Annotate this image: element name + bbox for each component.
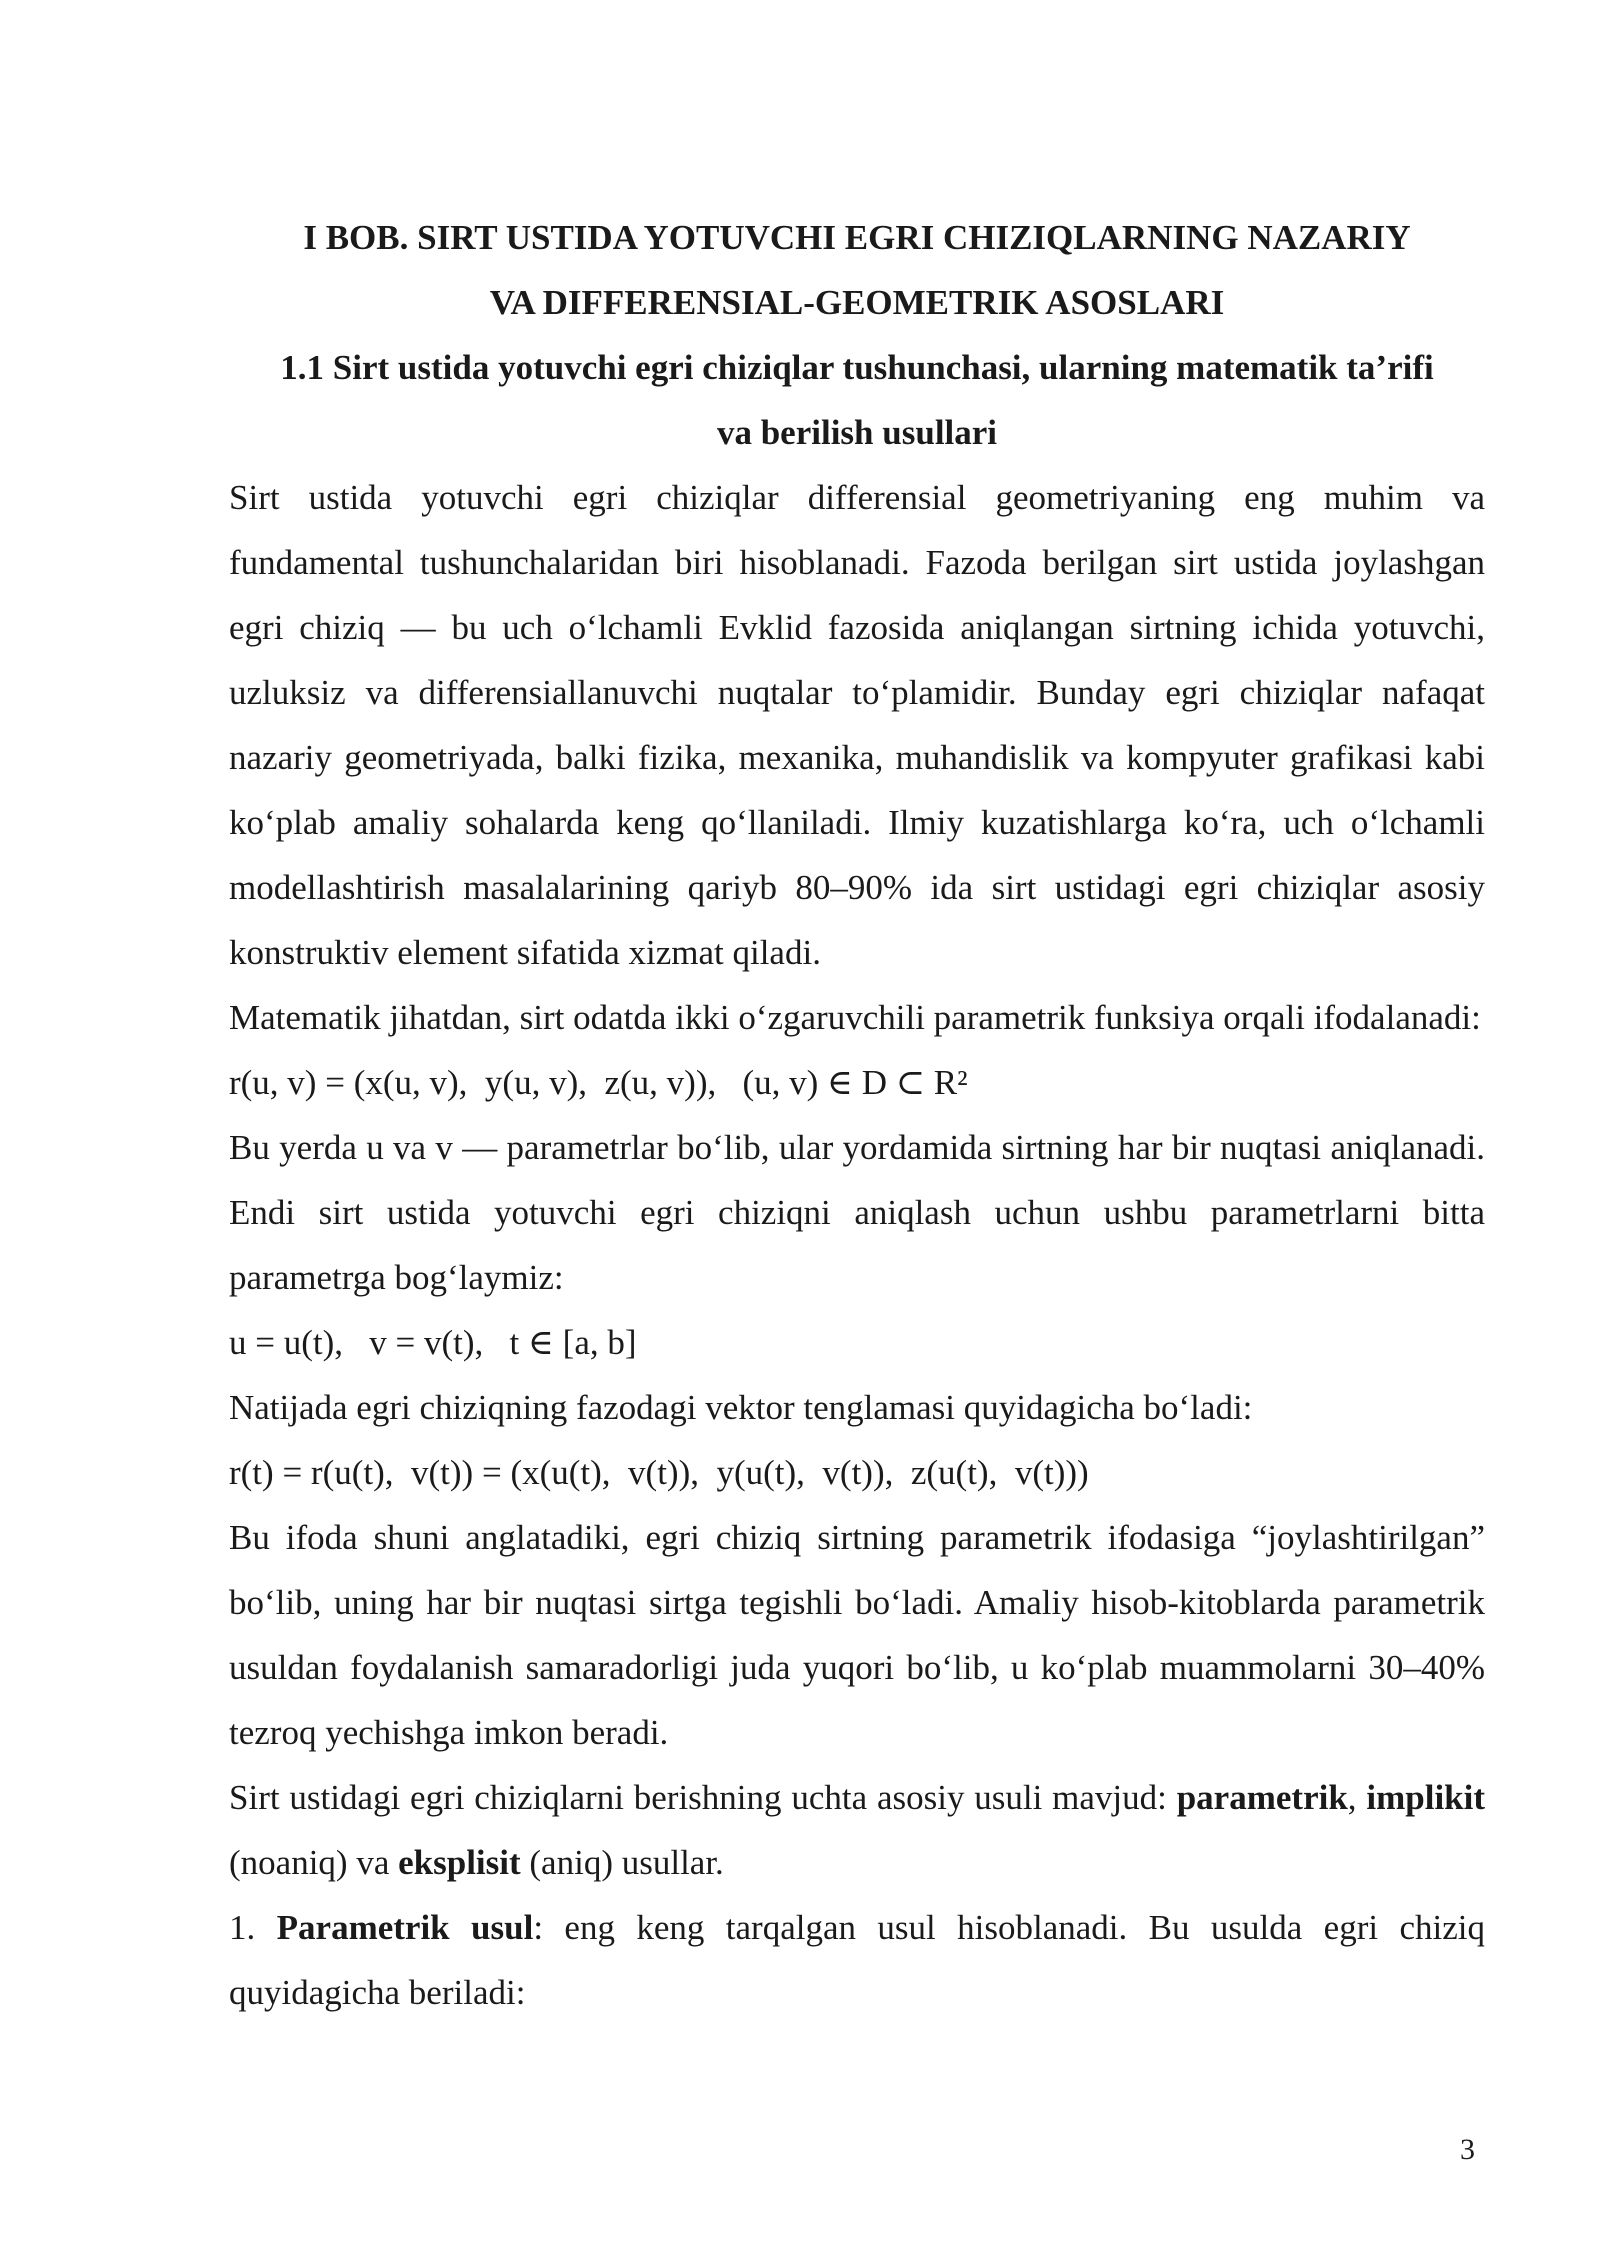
paragraph-parameters: Bu yerda u va v — parametrlar bo‘lib, ular yordamida sirtning har bir nuqtasi aniqlanadi. Endi sirt ustida yotuvchi egri chiziqni aniqlash uchun ushbu parametrlarni bitta parametrga bog‘laymiz: bbox=[229, 1128, 1485, 1297]
paragraph-vector-equation-intro: Natijada egri chiziqning fazodagi vektor tenglamasi quyidagicha bo‘ladi: bbox=[229, 1388, 1253, 1427]
paragraph-parametric-method bbox=[229, 1895, 1485, 2025]
section-title-line-2: va berilish usullari bbox=[716, 413, 998, 452]
paragraph-meaning: Bu ifoda shuni anglatadiki, egri chiziq sirtning parametrik ifodasiga “joylashtirilgan” bo‘lib, uning har bir nuqtasi sirtga tegishli bo‘ladi. Amaliy hisob-kitoblarda parametrik usuldan foydalanish samaradorligi juda yuqori bo‘lib, u ko‘plab muammolarni 30–40% tezroq yechishga imkon beradi. bbox=[229, 1518, 1485, 1752]
paragraph-surface-definition: Matematik jihatdan, sirt odatda ikki o‘zgaruvchili parametrik funksiya orqali ifodalanadi: bbox=[229, 998, 1481, 1037]
paragraph-intro: Sirt ustida yotuvchi egri chiziqlar differensial geometriyaning eng muhim va fundamental tushunchalaridan biri hisoblanadi. Fazoda berilgan sirt ustida joylashgan egri chiziq — bu uch o‘lchamli Evklid fazosida aniqlangan sirtning ichida yotuvchi, uzluksiz va differensiallanuvchi nuqtalar to‘plamidir. Bunday egri chiziqlar nafaqat nazariy geometriyada, balki fizika, mexanika, muhandislik va kompyuter grafikasi kabi ko‘plab amaliy sohalarda keng qo‘llaniladi. Ilmiy kuzatishlarga ko‘ra, uch o‘lchamli modellashtirish masalalarining qariyb 80–90% ida sirt ustidagi egri chiziqlar asosiy konstruktiv element sifatida xizmat qiladi. bbox=[229, 478, 1485, 972]
methods-text-1: Sirt ustidagi egri chiziqlarni berishning uchta asosiy usuli mavjud: bbox=[229, 1778, 1177, 1817]
formula-parameter-link: u = u(t), v = v(t), t ∈ [a, b] bbox=[229, 1323, 637, 1362]
paragraph-methods bbox=[229, 1765, 1485, 1895]
section-title-line-1: 1.1 Sirt ustida yotuvchi egri chiziqlar tushunchasi, ularning matematik ta’rifi bbox=[280, 348, 1434, 387]
methods-text-3: (noaniq) va bbox=[229, 1843, 399, 1882]
list-number: 1. bbox=[229, 1908, 277, 1947]
parametric-method-term: Parametrik usul bbox=[276, 1908, 534, 1947]
methods-text-2: , bbox=[1347, 1778, 1367, 1817]
method-implicit: implikit bbox=[1366, 1778, 1486, 1817]
method-explicit: eksplisit bbox=[398, 1843, 521, 1882]
methods-text-4: (aniq) usullar. bbox=[520, 1843, 724, 1882]
parametric-method-text: : eng keng tarqalgan usul hisoblanadi. Bu usulda egri chiziq quyidagicha beriladi: bbox=[229, 1908, 1485, 2012]
method-parametric: parametrik bbox=[1176, 1778, 1348, 1817]
document-page bbox=[229, 205, 1485, 2025]
page-number: 3 bbox=[1460, 2133, 1475, 2166]
chapter-title-line-1: I BOB. SIRT USTIDA YOTUVCHI EGRI CHIZIQLARNING NAZARIY bbox=[303, 218, 1411, 257]
formula-curve-vector: r(t) = r(u(t), v(t)) = (x(u(t), v(t)), y(u(t), v(t)), z(u(t), v(t))) bbox=[229, 1453, 1089, 1492]
chapter-title-line-2: VA DIFFERENSIAL-GEOMETRIK ASOSLARI bbox=[489, 283, 1225, 322]
formula-surface-parametric: r(u, v) = (x(u, v), y(u, v), z(u, v)), (u, v) ∈ D ⊂ R² bbox=[229, 1063, 968, 1102]
